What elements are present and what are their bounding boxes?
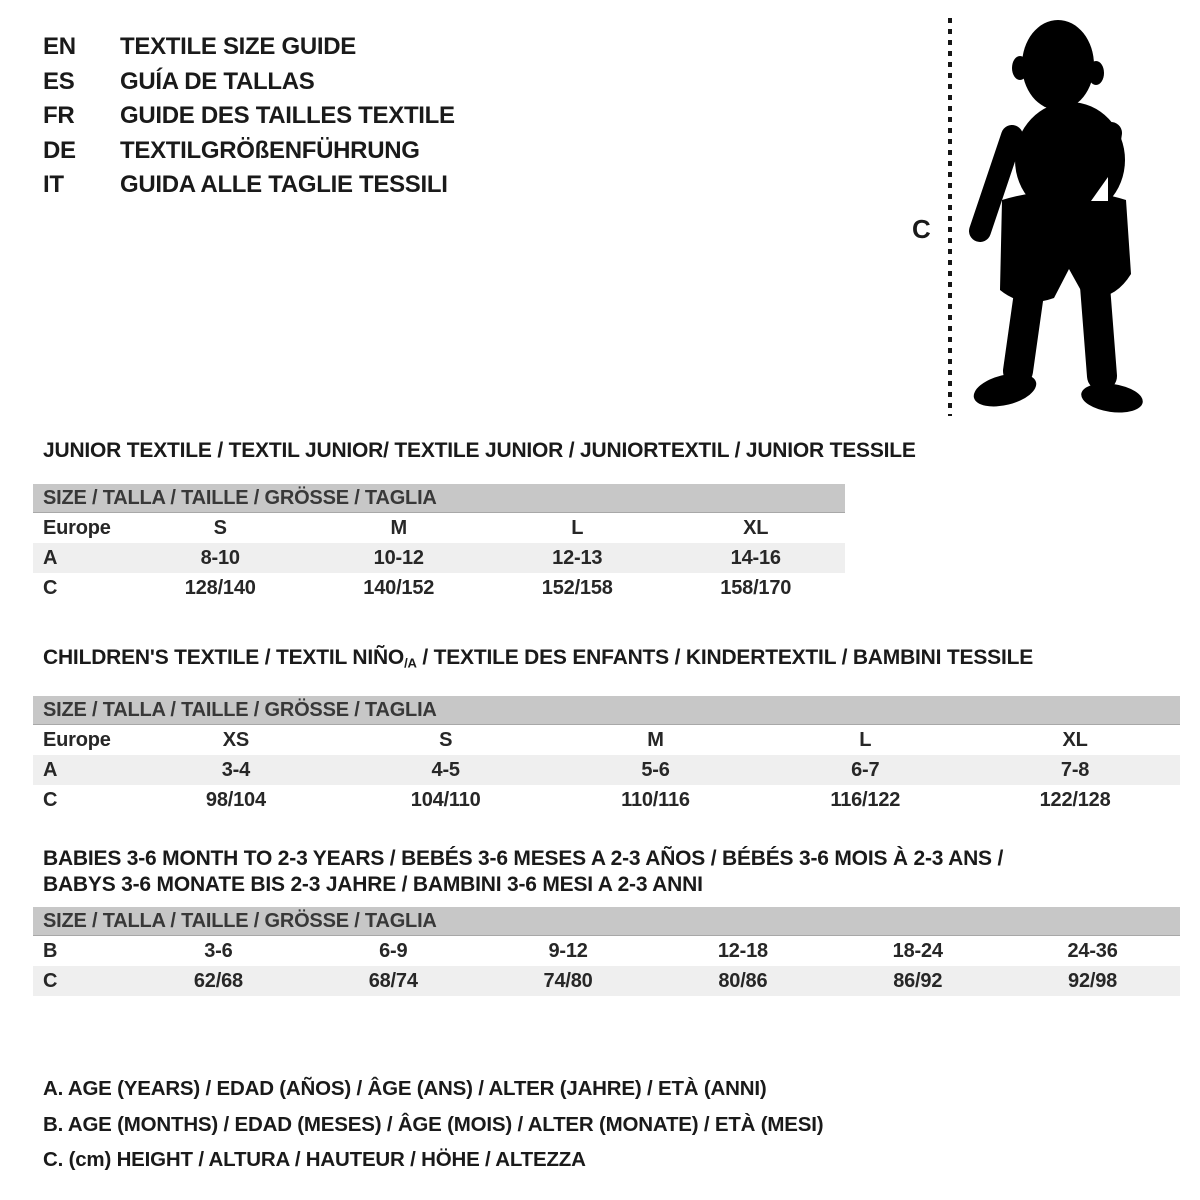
size-cell: XL	[743, 516, 769, 539]
row-label: Europe	[43, 516, 111, 539]
size-cell: 80/86	[718, 969, 768, 992]
row-label: C	[43, 969, 58, 992]
size-table	[33, 696, 1180, 815]
language-code: FR	[43, 102, 75, 130]
size-cell: 128/140	[184, 576, 256, 599]
size-cell: 18-24	[892, 939, 943, 962]
section-junior-textile	[33, 438, 916, 603]
size-cell: 110/116	[621, 788, 690, 811]
table-row-c	[33, 966, 1180, 996]
row-label: Europe	[43, 728, 111, 751]
size-cell: 12-13	[552, 546, 603, 569]
legend-line-b: B. AGE (MONTHS) / EDAD (MESES) / ÂGE (MOIS) / ALTER (MONATE) / ETÀ (MESI)	[43, 1112, 824, 1136]
size-cell: 9-12	[548, 939, 588, 962]
size-cell: 12-18	[717, 939, 768, 962]
section-title	[33, 438, 916, 464]
row-label: C	[43, 788, 58, 811]
size-cell: 14-16	[730, 546, 781, 569]
size-cell: 122/128	[1039, 788, 1111, 811]
size-cell: 7-8	[1060, 758, 1090, 781]
legend	[33, 1071, 823, 1178]
section-title-line	[43, 645, 1180, 676]
guide-title: GUÍA DE TALLAS	[120, 67, 315, 95]
size-cell: 92/98	[1068, 969, 1118, 992]
guide-title: GUIDE DES TAILLES TEXTILE	[120, 102, 455, 130]
size-cell: XL	[1062, 728, 1088, 751]
row-label: A	[43, 758, 58, 781]
language-code: ES	[43, 67, 75, 95]
height-measure-label: C	[912, 214, 931, 244]
section-title	[33, 645, 1180, 676]
size-cell: M	[647, 728, 664, 751]
title-subscript: /A	[404, 655, 417, 671]
size-header-bar: SIZE / TALLA / TAILLE / GRÖSSE / TAGLIA	[33, 484, 845, 513]
height-dashed-line	[948, 18, 952, 416]
language-row	[43, 134, 455, 169]
section-title-line	[43, 438, 916, 464]
size-table	[33, 484, 845, 603]
title-text: JUNIOR TEXTILE / TEXTIL JUNIOR/ TEXTILE JUNIOR / JUNIORTEXTIL / JUNIOR TESSILE	[43, 439, 916, 462]
table-row-europe	[33, 513, 845, 543]
legend-line-a: A. AGE (YEARS) / EDAD (AÑOS) / ÂGE (ANS) / ALTER (JAHRE) / ETÀ (ANNI)	[43, 1077, 767, 1100]
section-babies-textile	[33, 846, 1180, 996]
size-cell: 140/152	[363, 576, 435, 599]
table-row-b	[33, 936, 1180, 966]
table-row-a	[33, 543, 845, 573]
legend-line-c: C. (cm) HEIGHT / ALTURA / HAUTEUR / HÖHE / ALTEZZA	[43, 1148, 586, 1171]
language-row	[43, 99, 455, 134]
size-header-bar: SIZE / TALLA / TAILLE / GRÖSSE / TAGLIA	[33, 696, 1180, 725]
title-text: BABYS 3-6 MONATE BIS 2-3 JAHRE / BAMBINI 3-6 MESI A 2-3 ANNI	[43, 873, 703, 896]
title-text: / TEXTILE DES ENFANTS / KINDERTEXTIL / BAMBINI TESSILE	[416, 646, 1034, 669]
table-row-europe	[33, 725, 1180, 755]
size-cell: 74/80	[543, 969, 593, 992]
size-cell: XS	[222, 728, 250, 751]
table-row-c	[33, 573, 845, 603]
section-childrens-textile	[33, 645, 1180, 815]
guide-title: GUIDA ALLE TAGLIE TESSILI	[120, 171, 448, 199]
size-cell: M	[390, 516, 407, 539]
size-cell: 86/92	[893, 969, 943, 992]
language-code: IT	[43, 171, 64, 199]
guide-title: TEXTILE SIZE GUIDE	[120, 33, 356, 61]
language-row	[43, 65, 455, 100]
size-cell: 98/104	[205, 788, 266, 811]
size-cell: 6-9	[379, 939, 408, 962]
size-table	[33, 907, 1180, 996]
size-cell: 152/158	[541, 576, 613, 599]
size-header-bar: SIZE / TALLA / TAILLE / GRÖSSE / TAGLIA	[33, 907, 1180, 936]
language-row	[43, 168, 455, 203]
title-text: BABIES 3-6 MONTH TO 2-3 YEARS / BEBÉS 3-6 MESES A 2-3 AÑOS / BÉBÉS 3-6 MOIS À 2-3 ANS /	[43, 847, 1004, 870]
guide-title: TEXTILGRÖßENFÜHRUNG	[120, 136, 420, 164]
size-cell: L	[859, 728, 872, 751]
size-cell: 68/74	[368, 969, 418, 992]
section-title	[33, 846, 1180, 898]
size-cell: 24-36	[1067, 939, 1118, 962]
toddler-silhouette-icon	[960, 18, 1145, 418]
size-cell: 10-12	[373, 546, 424, 569]
size-cell: 104/110	[410, 788, 481, 811]
language-code: EN	[43, 33, 76, 61]
size-cell: 3-6	[204, 939, 233, 962]
size-cell: 4-5	[431, 758, 460, 781]
row-label: A	[43, 546, 58, 569]
size-cell: 158/170	[720, 576, 792, 599]
section-title-line	[43, 872, 1180, 898]
size-cell: 3-4	[221, 758, 251, 781]
size-cell: S	[213, 516, 227, 539]
size-cell: 5-6	[641, 758, 670, 781]
language-code: DE	[43, 136, 76, 164]
size-cell: 8-10	[200, 546, 240, 569]
row-label: B	[43, 939, 58, 962]
row-label: C	[43, 576, 58, 599]
section-title-line	[43, 846, 1180, 872]
size-cell: L	[571, 516, 584, 539]
language-row	[43, 30, 455, 65]
table-row-c	[33, 785, 1180, 815]
title-text: CHILDREN'S TEXTILE / TEXTIL NIÑO	[43, 646, 405, 669]
language-title-list	[43, 30, 455, 203]
size-cell: 116/122	[830, 788, 901, 811]
size-cell: S	[439, 728, 453, 751]
size-cell: 62/68	[193, 969, 243, 992]
size-cell: 6-7	[851, 758, 880, 781]
table-row-a	[33, 755, 1180, 785]
